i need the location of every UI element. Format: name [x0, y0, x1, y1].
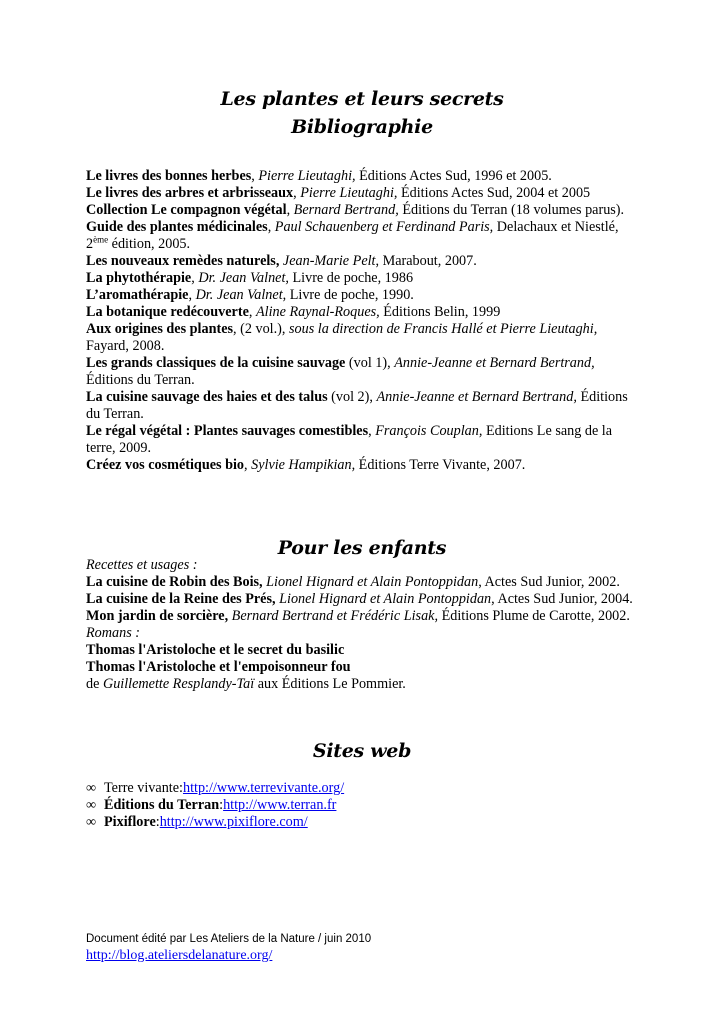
entry-title: Le livres des arbres et arbrisseaux: [86, 185, 294, 201]
recette-publisher: Éditions Plume de Carotte, 2002.: [438, 608, 630, 624]
recettes-list: [86, 574, 642, 625]
bibliography-entry: [86, 219, 642, 253]
web-link-url[interactable]: http://www.pixiflore.com/: [159, 814, 308, 830]
entry-author: François Couplan,: [375, 423, 483, 439]
bibliography-entry: [86, 270, 642, 287]
entry-title: Guide des plantes médicinales: [86, 219, 268, 235]
web-heading: Sites web: [312, 740, 412, 762]
romans-credit: [86, 676, 642, 693]
entry-publisher: , Marabout, 2007.: [375, 253, 477, 269]
roman-entry: [86, 642, 642, 659]
entry-title: La botanique redécouverte: [86, 304, 249, 320]
entry-title: Le régal végétal : Plantes sauvages comestibles: [86, 423, 369, 439]
bibliography-entry: [86, 168, 642, 185]
web-link-item: [86, 780, 642, 797]
bibliography-entry: [86, 321, 642, 355]
recettes-label: Recettes et usages :: [86, 557, 198, 573]
entry-title: La cuisine sauvage des haies et des talus: [86, 389, 328, 405]
entry-separator: (vol 1),: [345, 355, 395, 371]
kids-heading: Pour les enfants: [277, 537, 447, 559]
recette-title: Mon jardin de sorcière,: [86, 608, 229, 624]
entry-publisher: Livre de poche, 1990.: [286, 287, 414, 303]
entry-title: Les grands classiques de la cuisine sauvage: [86, 355, 346, 371]
recette-author: Bernard Bertrand et Frédéric Lisak,: [228, 608, 439, 624]
entry-publisher: Éditions du Terran (18 volumes parus).: [398, 202, 625, 218]
entry-author: Pierre Lieutaghi,: [300, 185, 398, 201]
web-link-separator: :: [179, 780, 183, 796]
entry-author: Annie-Jeanne et Bernard Bertrand,: [394, 355, 595, 371]
bibliography-list: [86, 168, 642, 474]
entry-separator: (vol 2),: [327, 389, 377, 405]
entry-publisher: Editions Le sang de la terre, 2009.: [86, 423, 613, 456]
footer: [86, 932, 642, 964]
web-link-separator: :: [155, 814, 160, 830]
recette-title: La cuisine de Robin des Bois,: [86, 574, 263, 590]
web-link-item: [86, 797, 642, 814]
entry-author: Jean-Marie Pelt: [282, 253, 376, 269]
entry-separator: , (2 vol.),: [233, 321, 289, 337]
entry-author: Bernard Bertrand,: [293, 202, 399, 218]
entry-publisher: Éditions du Terran.: [86, 372, 195, 388]
recette-author: Lionel Hignard et Alain Pontoppidan: [262, 574, 479, 590]
web-link-url[interactable]: http://www.terrevivante.org/: [182, 780, 345, 796]
entry-publisher-cont: édition, 2005.: [108, 236, 191, 252]
roman-title: Thomas l'Aristoloche et le secret du basilic: [86, 642, 345, 658]
web-link-label: Pixiflore: [104, 814, 156, 830]
entry-separator: ,: [286, 202, 294, 218]
entry-author: Dr. Jean Valnet,: [195, 287, 287, 303]
recette-title: La cuisine de la Reine des Prés,: [86, 591, 276, 607]
entry-separator: ,: [293, 185, 301, 201]
bibliography-entry: [86, 423, 642, 457]
romans-list: [86, 642, 642, 676]
entry-title: Collection Le compagnon végétal: [86, 202, 287, 218]
roman-entry: [86, 659, 642, 676]
entry-author: Aline Raynal-Roques,: [255, 304, 380, 320]
footer-link[interactable]: http://blog.ateliersdelanature.org/: [86, 948, 273, 963]
recette-entry: [86, 574, 642, 591]
credit-rest: aux Éditions Le Pommier.: [254, 676, 406, 692]
entry-separator: ,: [244, 457, 252, 473]
entry-author: sous la direction de Francis Hallé et Pierre Lieutaghi,: [288, 321, 598, 337]
web-links-list: [86, 780, 642, 831]
entry-publisher: Éditions Actes Sud, 1996 et 2005.: [355, 168, 552, 184]
footer-text: Document édité par Les Ateliers de la Nature / juin 2010: [86, 933, 372, 945]
romans-label: Romans :: [86, 625, 140, 641]
credit-prefix: de: [86, 676, 103, 692]
entry-publisher: Éditions Belin, 1999: [379, 304, 501, 320]
entry-publisher: Éditions Terre Vivante, 2007.: [355, 457, 526, 473]
entry-author: Sylvie Hampikian,: [251, 457, 356, 473]
web-link-url[interactable]: http://www.terran.fr: [223, 797, 337, 813]
entry-author: Dr. Jean Valnet,: [198, 270, 289, 286]
recette-entry: [86, 608, 642, 625]
recette-author: Lionel Hignard et Alain Pontoppidan: [275, 591, 492, 607]
entry-title: Aux origines des plantes: [86, 321, 234, 337]
entry-publisher: Éditions du Terran.: [86, 389, 628, 422]
entry-title: Créez vos cosmétiques bio: [86, 457, 245, 473]
entry-separator: ,: [251, 168, 259, 184]
entry-separator: ,: [368, 423, 376, 439]
entry-author: Paul Schauenberg et Ferdinand Paris,: [274, 219, 494, 235]
infinity-bullet-icon: ∞: [86, 814, 97, 830]
entry-publisher: Livre de poche, 1986: [288, 270, 414, 286]
recette-publisher: , Actes Sud Junior, 2004.: [491, 591, 633, 607]
entry-superscript: ème: [93, 234, 109, 245]
kids-section: [86, 557, 642, 693]
document-title: Les plantes et leurs secrets: [220, 88, 504, 110]
entry-title: L’aromathérapie: [86, 287, 189, 303]
bibliography-entry: [86, 389, 642, 423]
entry-separator: ,: [267, 219, 275, 235]
entry-title: Les nouveaux remèdes naturels,: [86, 253, 280, 269]
credit-author: Guillemette Resplandy-Taï: [102, 676, 255, 692]
bibliography-entry: [86, 355, 642, 389]
web-link-label: Éditions du Terran: [104, 797, 220, 813]
entry-separator: ,: [191, 270, 199, 286]
entry-author: Annie-Jeanne et Bernard Bertrand,: [376, 389, 577, 405]
infinity-bullet-icon: ∞: [86, 780, 97, 796]
bibliography-entry: [86, 185, 642, 202]
entry-title: La phytothérapie: [86, 270, 192, 286]
bibliography-entry: [86, 457, 642, 474]
web-link-item: [86, 814, 642, 831]
bibliography-entry: [86, 253, 642, 270]
bibliography-entry: [86, 287, 642, 304]
recette-entry: [86, 591, 642, 608]
web-link-label: Terre vivante: [104, 780, 180, 796]
infinity-bullet-icon: ∞: [86, 797, 97, 813]
entry-publisher: Fayard, 2008.: [86, 338, 165, 354]
web-link-separator: :: [219, 797, 224, 813]
entry-separator: ,: [188, 287, 196, 303]
entry-author: Pierre Lieutaghi,: [258, 168, 356, 184]
entry-publisher: Éditions Actes Sud, 2004 et 2005: [397, 185, 591, 201]
entry-separator: ,: [248, 304, 256, 320]
recette-publisher: , Actes Sud Junior, 2002.: [478, 574, 620, 590]
entry-title: Le livres des bonnes herbes: [86, 168, 252, 184]
bibliography-entry: [86, 202, 642, 219]
document-subtitle: Bibliographie: [291, 116, 433, 138]
bibliography-entry: [86, 304, 642, 321]
entry-publisher: Delachaux et Niestlé, 2: [86, 219, 619, 252]
roman-title: Thomas l'Aristoloche et l'empoisonneur fou: [86, 659, 351, 675]
